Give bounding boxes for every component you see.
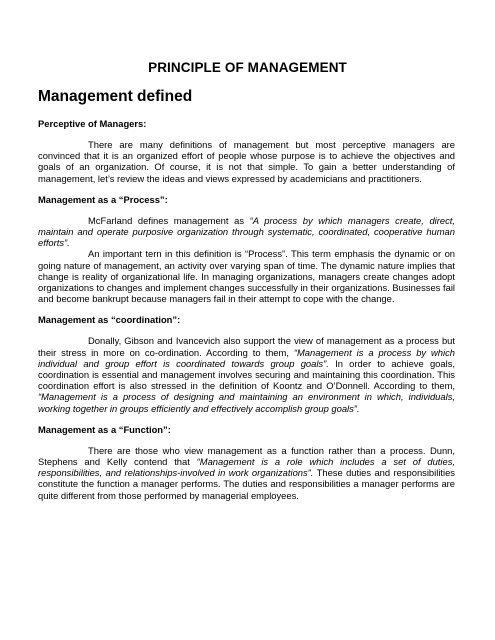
paragraph: [38, 445, 455, 501]
paragraph-text: McFarland defines management as: [88, 214, 250, 226]
paragraph-text: Donally, Gibson and Ivancevich also support the view of management as a process but their stress in more on co-ordination. According to them,: [38, 335, 455, 358]
paragraph-text: These duties and responsibilities constitute the function a manager performs. The duties and responsibilities a manager performs are quite different from those performed by managerial employees.: [38, 467, 455, 501]
section-coordination: [38, 314, 455, 413]
document-title: PRINCIPLE OF MANAGEMENT: [148, 60, 347, 75]
section-process: [38, 194, 455, 305]
quote-text: “Management is a process of designing and maintaining an environment in which, individuals, working together in groups efficiently and effectively accomplish group goals”.: [38, 391, 455, 414]
section-head: Management as a “Process”:: [38, 193, 168, 205]
paragraph: There are many definitions of management but most perceptive managers are convinced that it is an organized effort of people whose purpose is to achieve the objectives and goals of an organization. Of course, it is not that simple. To gain a better understanding of management, let’s review the ideas and views expressed by academicians and practitioners.: [38, 139, 455, 184]
paragraph: [38, 215, 455, 249]
paragraph: An important tern in this definition is “Process”. This term emphasis the dynamic or on going nature of management, an activity over varying span of time. The dynamic nature implies that change is reality of organizational life. In managing organizations, managers create changes adopt organizations to changes and implement changes successfully in their organizations. Businesses fail and become bankrupt because managers fail in their attempt to cope with the change.: [38, 248, 455, 305]
section-perceptive: [38, 118, 455, 184]
quote-text: “A process by which managers create, direct, maintain and operate purposive organization through systematic, coordinated, cooperative human efforts”.: [38, 214, 455, 249]
quote-text: “Management is a process by which individual and group effort is coordinated towards group goals”.: [38, 346, 455, 369]
paragraph-text: There are those who view management as a function rather than a process. Dunn, Stephens and Kelly contend that: [38, 444, 455, 468]
section-function: [38, 424, 455, 501]
quote-text: “Management is a role which includes a set of duties, responsibilities, and relationships-involved in work organizations”.: [38, 456, 455, 479]
section-head: Management as a “Function”:: [38, 423, 171, 435]
section-heading: Management defined: [38, 88, 193, 105]
document-body: [38, 118, 455, 511]
paragraph-text: In order to achieve goals, coordination is essential and management involves securing and maintaining this coordination. This coordination effort is also stressed in the definition of Koontz and O’Donnell. According to them,: [38, 357, 455, 392]
section-head: Perceptive of Managers:: [38, 118, 147, 129]
section-head: Management as “coordination”:: [38, 314, 181, 326]
paragraph: [38, 335, 455, 413]
